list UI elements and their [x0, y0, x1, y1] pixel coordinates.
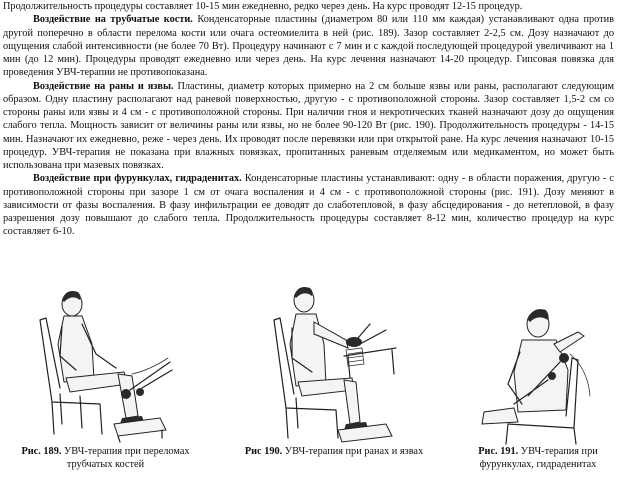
section-heading: Воздействие на раны и язвы. [33, 80, 174, 92]
figure-number: Рис. 189. [21, 446, 62, 457]
section-heading: Воздействие на трубчатые кости. [33, 14, 193, 26]
figure-number: Рис 190. [244, 446, 283, 457]
figure-caption-text: УВЧ-терапия при ранах и язвах [282, 446, 424, 457]
section-body: Конденсаторные пластины устанавливают: одну - в области поражения, другую - с противоположной стороны при зазоре 1 см от очага воспаления и 4 см - с противоположной стороны (рис. 191). Дозу меняют в зависимости от фазы воспаления. В фазу инфильтрации ее доводят до слаботепловой, в фазу абсцедирования - до нетепловой, в фазу разрешения дозу повышают до слабого тепла. Продолжительность процедуры составляет 8-12 мин, количество процедур на курс составляет 6-10. [3, 173, 615, 238]
figure-caption-text: УВЧ-терапия при переломах трубчатых костей [61, 446, 190, 470]
figure-caption [458, 446, 618, 471]
patient-leg-uhf-illustration [20, 284, 180, 444]
patient-armpit-uhf-illustration [478, 300, 608, 446]
figure-caption [214, 446, 454, 459]
section-furuncles [3, 172, 614, 238]
figure-number: Рис. 191. [478, 446, 519, 457]
section-heading: Воздействие при фурункулах, гидраденитах. [33, 173, 242, 185]
section-wounds [3, 80, 614, 173]
section-body: Пластины, диаметр которых примерно на 2 см больше язвы или раны, располагают следующим образом. Одну пластину располагают над раневой поверхностью, другую - с противоположной стороны. Зазор составляет 1,5-2 см со стороны раны или язвы и 4 см - с противоположной стороны. При наличии гноя и некротических тканей назначают дозу до ощущения слабого тепла. Мощность зависит от величины раны или язвы, но не более 90-120 Вт (рис. 190). Продолжительность процедуры - 14-15 мин. Назначают их ежедневно, реже - через день. Их проводят после перевязки или при открытой ране. На курс лечения назначают 10-15 процедур. УВЧ-терапия не показана при влажных повязках, пропитанных раневым отделяемым или медикаментом, но может быть использована при мазевых повязках. [3, 80, 614, 171]
body-text [3, 0, 614, 239]
intro-paragraph: Продолжительность процедуры составляет 10-15 мин ежедневно, редко через день. На курс проводят 12-15 процедур. [3, 1, 523, 12]
figure-caption [18, 446, 193, 471]
patient-arm-uhf-illustration [256, 278, 406, 444]
figure-caption-text: УВЧ-терапия при фурункулах, гидраденитах [479, 446, 598, 470]
section-body: Конденсаторные пластины (диаметром 80 или 110 мм каждая) устанавливают одна против другой поперечно в области перелома кости или очага остеомиелита в ней (рис. 189). Зазор составляет 2-2,5 см. Дозу назначают до ощущения слабой интенсивности (не более 70 Вт). Процедуру начинают с 7 мин и с каждой последующей процедурой увеличивают на 1 мин (до 12 мин). Процедуры проводят ежедневно или через день. На курс лечения назначают 14-20 процедур. Гипсовая повязка для проведения УВЧ-терапии не противопоказана. [3, 14, 614, 79]
section-bones [3, 13, 614, 79]
